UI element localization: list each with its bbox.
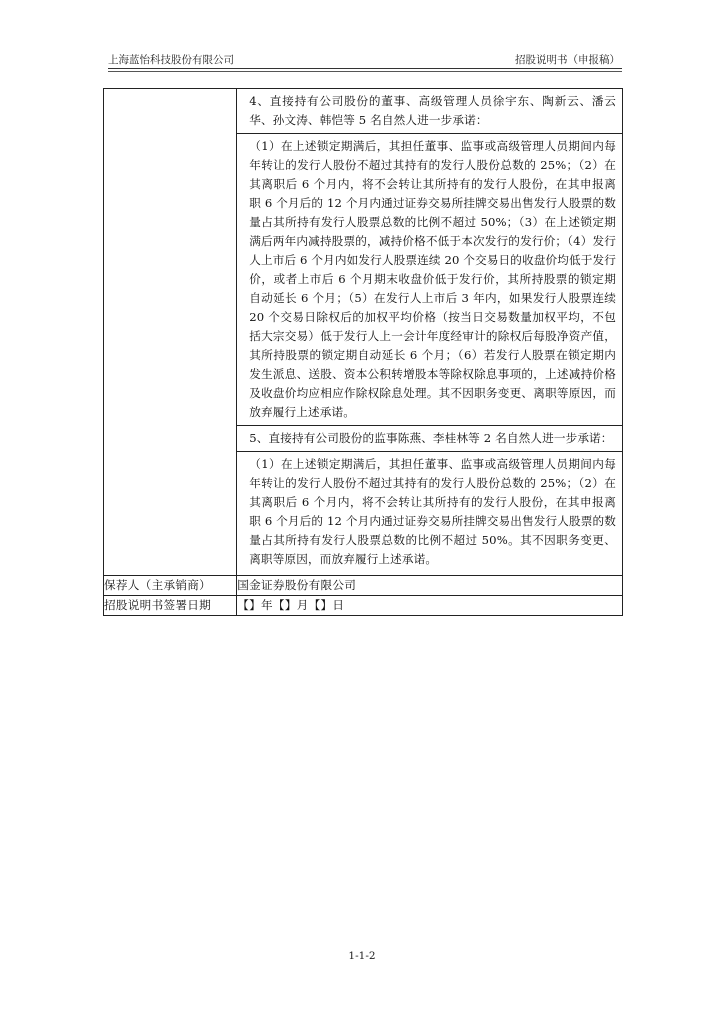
table-row	[104, 596, 623, 616]
commitment-para-4-title: 4、直接持有公司股份的董事、高级管理人员徐宇东、陶新云、潘云华、孙文涛、韩恺等 5 名自然人进一步承诺：	[249, 94, 616, 127]
sponsor-value: 国金证券股份有限公司	[237, 576, 623, 596]
commitment-para-5-title: 5、直接持有公司股份的监事陈燕、李桂林等 2 名自然人进一步承诺：	[237, 425, 622, 451]
prospectus-info-table	[103, 88, 623, 616]
page-header	[108, 52, 620, 68]
page-number: 1-1-2	[348, 950, 376, 962]
commitment-row	[104, 89, 623, 576]
sponsor-label: 保荐人（主承销商）	[104, 576, 237, 596]
signing-date-value: 【】年【】月【】日	[237, 596, 623, 616]
commitment-para-5-body: （1）在上述锁定期满后，其担任董事、监事或高级管理人员期间内每年转让的发行人股份不超过其持有的发行人股份总数的 25%；（2）在其离职后 6 个月内，将不会转让其所持有的发行人股份，在其申报离职 6 个月后的 12 个月内通过证券交易所挂牌交易出售发行人股票的数量占其所持有发行人股票总数的比例不超过 50%。其不因职务变更、离职等原因，而放弃履行上述承诺。	[237, 451, 622, 575]
commitment-label-cell	[104, 89, 237, 576]
header-company-name: 上海蓝怡科技股份有限公司	[108, 54, 234, 66]
commitment-para-4-body: （1）在上述锁定期满后，其担任董事、监事或高级管理人员期间内每年转让的发行人股份不超过其持有的发行人股份总数的 25%；（2）在其离职后 6 个月内，将不会转让其所持有的发行人股份，在其申报离职 6 个月后的 12 个月内通过证券交易所挂牌交易出售发行人股票的数量占其所持有发行人股票总数的比例不超过 50%；（3）在上述锁定期满后两年内减持股票的，减持价格不低于本次发行的发行价；（4）发行人上市后 6 个月内如发行人股票连续 20 个交易日的收盘价均低于发行价，或者上市后 6 个月期末收盘价低于发行价，其所持股票的锁定期自动延长 6 个月；（5）在发行人上市后 3 年内，如果发行人股票连续 20 个交易日除权后的加权平均价格（按当日交易数量加权平均，不包括大宗交易）低于发行人上一会计年度经审计的除权后每股净资产值，其所持股票的锁定期自动延长 6 个月；（6）若发行人股票在锁定期内发生派息、送股、资本公积转增股本等除权除息事项的，上述减持价格及收盘价均应相应作除权除息处理。其不因职务变更、离职等原因，而放弃履行上述承诺。	[237, 133, 622, 425]
signing-date-label: 招股说明书签署日期	[104, 596, 237, 616]
header-document-title: 招股说明书（申报稿）	[515, 54, 620, 66]
table-row	[104, 576, 623, 596]
header-rule-thin	[108, 71, 622, 72]
commitment-content-cell	[237, 89, 623, 576]
header-rule	[108, 68, 622, 69]
